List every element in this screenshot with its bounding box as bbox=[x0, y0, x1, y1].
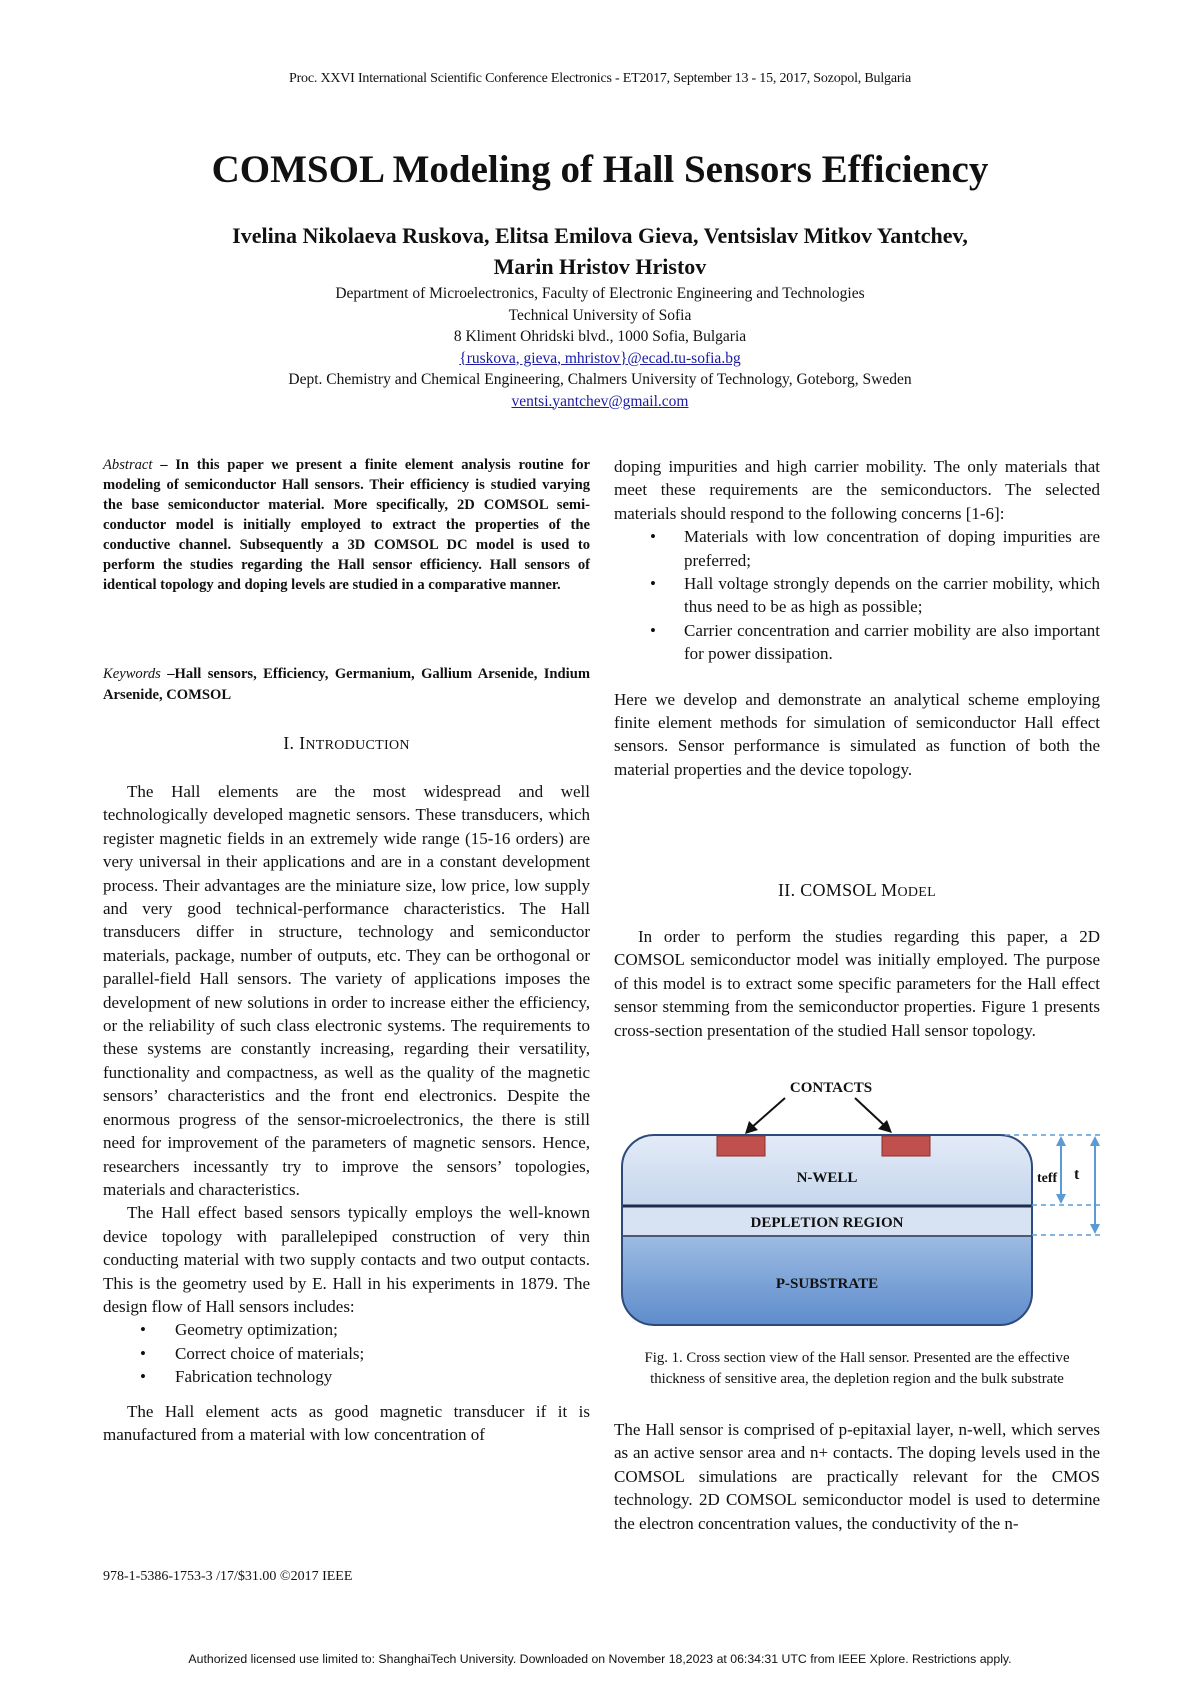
arrowhead-down-icon bbox=[1056, 1194, 1066, 1204]
section-heading-model: II. COMSOL MODEL bbox=[778, 880, 936, 900]
section-heading-introduction: I. INTRODUCTION bbox=[283, 733, 410, 753]
license-footer: Authorized licensed use limited to: ShanghaiTech University. Downloaded on November 18,2023 at 06:34:31 UTC from IEEE Xplore. Restrictions apply. bbox=[188, 1652, 1012, 1666]
figure-caption: Fig. 1. Cross section view of the Hall sensor. Presented are the effective thickness of sensitive area, the depletion region and the bulk substrate bbox=[644, 1350, 1070, 1387]
email-link-1[interactable]: {ruskova, gieva, mhristov}@ecad.tu-sofia.bg bbox=[459, 349, 741, 367]
concerns-list bbox=[614, 525, 1100, 665]
bullet-icon: • bbox=[650, 620, 656, 640]
t-label: t bbox=[1074, 1166, 1080, 1183]
bullet-icon: • bbox=[650, 574, 656, 594]
affiliation-dept-2: Dept. Chemistry and Chemical Engineering, Chalmers University of Technology, Goteborg, Sweden bbox=[288, 371, 912, 388]
contact-arrow-right bbox=[855, 1098, 885, 1126]
affiliation-address: 8 Kliment Ohridski blvd., 1000 Sofia, Bulgaria bbox=[453, 328, 747, 345]
keywords-text: –Hall sensors, Efficiency, Germanium, Gallium Arsenide, Indium Arsenide, COMSOL bbox=[103, 666, 590, 703]
list-item: • Carrier concentration and carrier mobility are also important for power dissipation. bbox=[650, 620, 1100, 664]
copyright-footnote: 978-1-5386-1753-3 /17/$31.00 ©2017 IEEE bbox=[103, 1569, 353, 1584]
arrowhead-up-icon bbox=[1090, 1136, 1100, 1146]
model-paragraph-1: In order to perform the studies regarding this paper, a 2D COMSOL semiconductor model was initially employed. The purpose of this model is to extract some specific parameters for the Hall effect sensor stemming from the semiconductor properties. Figure 1 presents cross-section presentation of the studied Hall sensor topology. bbox=[614, 927, 1100, 1040]
authors-line-1: Ivelina Nikolaeva Ruskova, Elitsa Emilova Gieva, Ventsislav Mitkov Yantchev, bbox=[232, 223, 968, 248]
intro-paragraph-3: The Hall element acts as good magnetic transducer if it is manufactured from a material with low concentration of bbox=[103, 1401, 590, 1444]
model-paragraph-2: The Hall sensor is comprised of p-epitaxial layer, n-well, which serves as an active sensor area and n+ contacts. The doping levels used in the COMSOL simulations are practically relevant for the CMOS technology. 2D COMSOL semiconductor model is used to determine the electron concentration values, the conductivity of the n- bbox=[614, 1420, 1100, 1533]
contact-arrow-left bbox=[751, 1098, 785, 1128]
n-well-label: N-WELL bbox=[796, 1170, 858, 1186]
design-flow-list bbox=[103, 1318, 590, 1388]
intro-paragraph-2: The Hall effect based sensors typically employs the well-known device topology with parallelepiped construction of very thin conducting material with two supply contacts and two output contacts. This is the geometry used by E. Hall in his experiments in 1879. The design flow of Hall sensors includes: bbox=[103, 1203, 590, 1316]
list-item: • Materials with low concentration of doping impurities are preferred; bbox=[650, 527, 1100, 570]
paper-title: COMSOL Modeling of Hall Sensors Efficiency bbox=[211, 148, 989, 191]
teff-label: teff bbox=[1037, 1171, 1058, 1186]
left-column-body bbox=[103, 780, 590, 1446]
author-list bbox=[100, 220, 1100, 282]
abstract-label: Abstract bbox=[103, 457, 153, 473]
arrowhead-down-icon bbox=[1090, 1224, 1100, 1234]
bullet-icon: • bbox=[140, 1320, 146, 1340]
abstract bbox=[103, 455, 590, 595]
right-paragraph-2: Here we develop and demonstrate an analytical scheme employing finite element methods for simulation of semiconductor Hall effect sensors. Sensor performance is simulated as function of both the material properties and the device topology. bbox=[614, 689, 1100, 779]
right-column-body-top bbox=[614, 455, 1100, 781]
email-link-2[interactable]: ventsi.yantchev@gmail.com bbox=[511, 392, 689, 410]
list-item: • Fabrication technology bbox=[175, 1365, 590, 1388]
keywords bbox=[103, 664, 590, 706]
affiliation-university: Technical University of Sofia bbox=[508, 306, 692, 324]
figure-hall-sensor-cross-section bbox=[610, 1072, 1110, 1334]
contacts-label: CONTACTS bbox=[789, 1080, 873, 1096]
model-paragraph-2-wrap bbox=[614, 1418, 1100, 1535]
list-item: • Correct choice of materials; bbox=[175, 1342, 590, 1365]
affiliation-dept: Department of Microelectronics, Faculty of Electronic Engineering and Technologies bbox=[335, 285, 865, 302]
contact-left bbox=[717, 1136, 765, 1156]
depletion-label: DEPLETION REGION bbox=[750, 1215, 904, 1231]
bullet-icon: • bbox=[140, 1367, 146, 1387]
authors-line-2: Marin Hristov Hristov bbox=[493, 254, 707, 279]
contact-right bbox=[882, 1136, 930, 1156]
running-header: Proc. XXVI International Scientific Conference Electronics - ET2017, September 13 - 15, 2017, Sozopol, Bulgaria bbox=[288, 71, 911, 86]
right-paragraph-1: doping impurities and high carrier mobility. The only materials that meet these requirements are the semiconductors. The selected materials should respond to the following concerns [1-6]: bbox=[614, 457, 1100, 523]
arrowhead-up-icon bbox=[1056, 1136, 1066, 1146]
affiliations bbox=[100, 283, 1100, 412]
list-item: • Hall voltage strongly depends on the carrier mobility, which thus need to be as high as possible; bbox=[650, 574, 1100, 617]
substrate-label: P-SUBSTRATE bbox=[775, 1276, 879, 1292]
list-item: • Geometry optimization; bbox=[175, 1318, 590, 1341]
model-paragraph-1-wrap bbox=[614, 925, 1100, 1042]
bullet-icon: • bbox=[140, 1343, 146, 1363]
intro-paragraph-1: The Hall elements are the most widespread and well technologically developed magnetic sensors. These transducers, which register magnetic fields in an extremely wide range (15-16 orders) are very universal in their applications and are in a constant development process. Their advantages are the miniature size, low price, low supply and very good technical-performance characteristics. The Hall transducers differ in structure, technology and semiconductor materials, package, number of outputs, etc. They can be orthogonal or parallel-field Hall sensors. The variety of applications imposes the development of new solutions in order to increase either the efficiency, or the reliability of such class electronic systems. The requirements to these systems are constantly increasing, regarding their versatility, functionality and compactness, as well as the quality of the magnetic sensors’ characteristics and the front end electronics. Despite the enormous progress of the sensor-microelectronics, the there is still need for improvement of the parameters of magnetic sensors. Hence, researchers incessantly try to improve the sensors’ topologies, materials and characteristics. bbox=[103, 782, 590, 1199]
bullet-icon: • bbox=[650, 527, 656, 547]
keywords-label: Keywords bbox=[103, 666, 161, 682]
abstract-text: – In this paper we present a finite element analysis routine for modeling of semiconductor Hall sensors. Their efficiency is studied varying the base semiconductor material. More specifically, 2D COMSOL semi-conductor model is initially employed to extract the properties of the conductive channel. Subsequently a 3D COMSOL DC model is used to perform the studies regarding the Hall sensor efficiency. Hall sensors of identical topology and doping levels are studied in a comparative manner. bbox=[103, 457, 590, 593]
